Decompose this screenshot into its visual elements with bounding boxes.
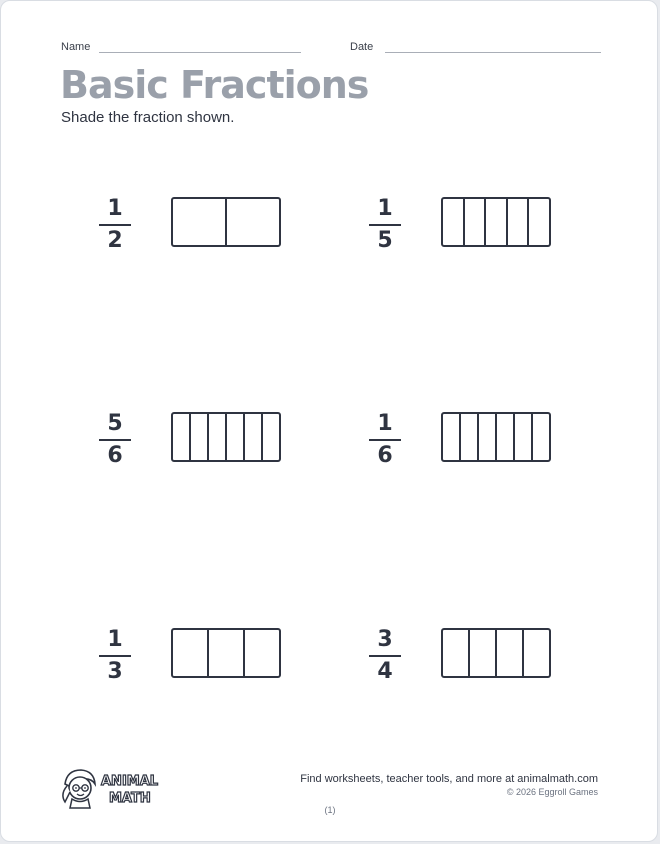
name-label: Name — [61, 41, 91, 53]
denominator: 3 — [107, 659, 123, 684]
fraction-bar — [99, 439, 131, 441]
fraction-bar — [99, 655, 131, 657]
fraction-problem — [367, 412, 597, 502]
numerator: 3 — [377, 627, 393, 652]
animal-math-logo — [61, 766, 171, 810]
page-title: Basic Fractions — [60, 63, 369, 107]
denominator: 6 — [107, 443, 123, 468]
copyright-text: © 2026 Eggroll Games — [506, 787, 598, 797]
fraction — [367, 197, 403, 253]
fraction-bar — [99, 224, 131, 226]
name-line[interactable] — [99, 52, 301, 53]
fraction-box — [441, 628, 551, 678]
fraction-bar — [369, 439, 401, 441]
page-number: (1) — [324, 805, 336, 815]
numerator: 5 — [107, 411, 123, 436]
fraction-part[interactable] — [495, 414, 513, 460]
fraction-part[interactable] — [443, 199, 463, 245]
girl-mascot-icon — [61, 766, 171, 810]
fraction-part[interactable] — [477, 414, 495, 460]
fraction-part[interactable] — [261, 414, 279, 460]
fraction-part[interactable] — [225, 414, 243, 460]
fraction-part[interactable] — [531, 414, 549, 460]
denominator: 2 — [107, 228, 123, 253]
fraction-bar — [369, 224, 401, 226]
footer — [300, 773, 598, 797]
date-label: Date — [350, 41, 374, 53]
fraction-part[interactable] — [207, 630, 243, 676]
fraction-box — [441, 412, 551, 462]
fraction-problem — [97, 628, 327, 718]
fraction-part[interactable] — [243, 414, 261, 460]
denominator: 6 — [377, 443, 393, 468]
fraction — [367, 628, 403, 684]
numerator: 1 — [377, 196, 393, 221]
denominator: 4 — [377, 659, 393, 684]
fraction-part[interactable] — [173, 630, 207, 676]
fraction-bar — [369, 655, 401, 657]
denominator: 5 — [377, 228, 393, 253]
fraction-box — [171, 412, 281, 462]
fraction-problem — [367, 628, 597, 718]
fraction-part[interactable] — [443, 630, 468, 676]
fraction-part[interactable] — [225, 199, 279, 245]
instruction-text: Shade the fraction shown. — [61, 109, 235, 126]
fraction — [97, 197, 133, 253]
logo-text-line2: MATH — [109, 791, 151, 806]
numerator: 1 — [107, 196, 123, 221]
fraction-part[interactable] — [207, 414, 225, 460]
fraction — [367, 412, 403, 468]
fraction-part[interactable] — [468, 630, 495, 676]
fraction-part[interactable] — [484, 199, 506, 245]
fraction-box — [171, 628, 281, 678]
fraction-part[interactable] — [189, 414, 207, 460]
fraction-problem — [97, 412, 327, 502]
fraction — [97, 628, 133, 684]
fraction-part[interactable] — [506, 199, 528, 245]
fraction-problem — [367, 197, 597, 287]
fraction-part[interactable] — [173, 199, 225, 245]
fraction-part[interactable] — [459, 414, 477, 460]
logo-text-line1: ANIMAL — [101, 774, 159, 789]
fraction — [97, 412, 133, 468]
fraction-part[interactable] — [443, 414, 459, 460]
fraction-part[interactable] — [243, 630, 279, 676]
fraction-part[interactable] — [463, 199, 485, 245]
footer-link-text[interactable]: Find worksheets, teacher tools, and more at animalmath.com — [300, 773, 598, 785]
fraction-problem — [97, 197, 327, 287]
fraction-part[interactable] — [495, 630, 522, 676]
date-line[interactable] — [385, 52, 601, 53]
fraction-box — [441, 197, 551, 247]
fraction-part[interactable] — [513, 414, 531, 460]
fraction-box — [171, 197, 281, 247]
fraction-part[interactable] — [173, 414, 189, 460]
fraction-part[interactable] — [522, 630, 549, 676]
fraction-part[interactable] — [527, 199, 549, 245]
numerator: 1 — [377, 411, 393, 436]
numerator: 1 — [107, 627, 123, 652]
